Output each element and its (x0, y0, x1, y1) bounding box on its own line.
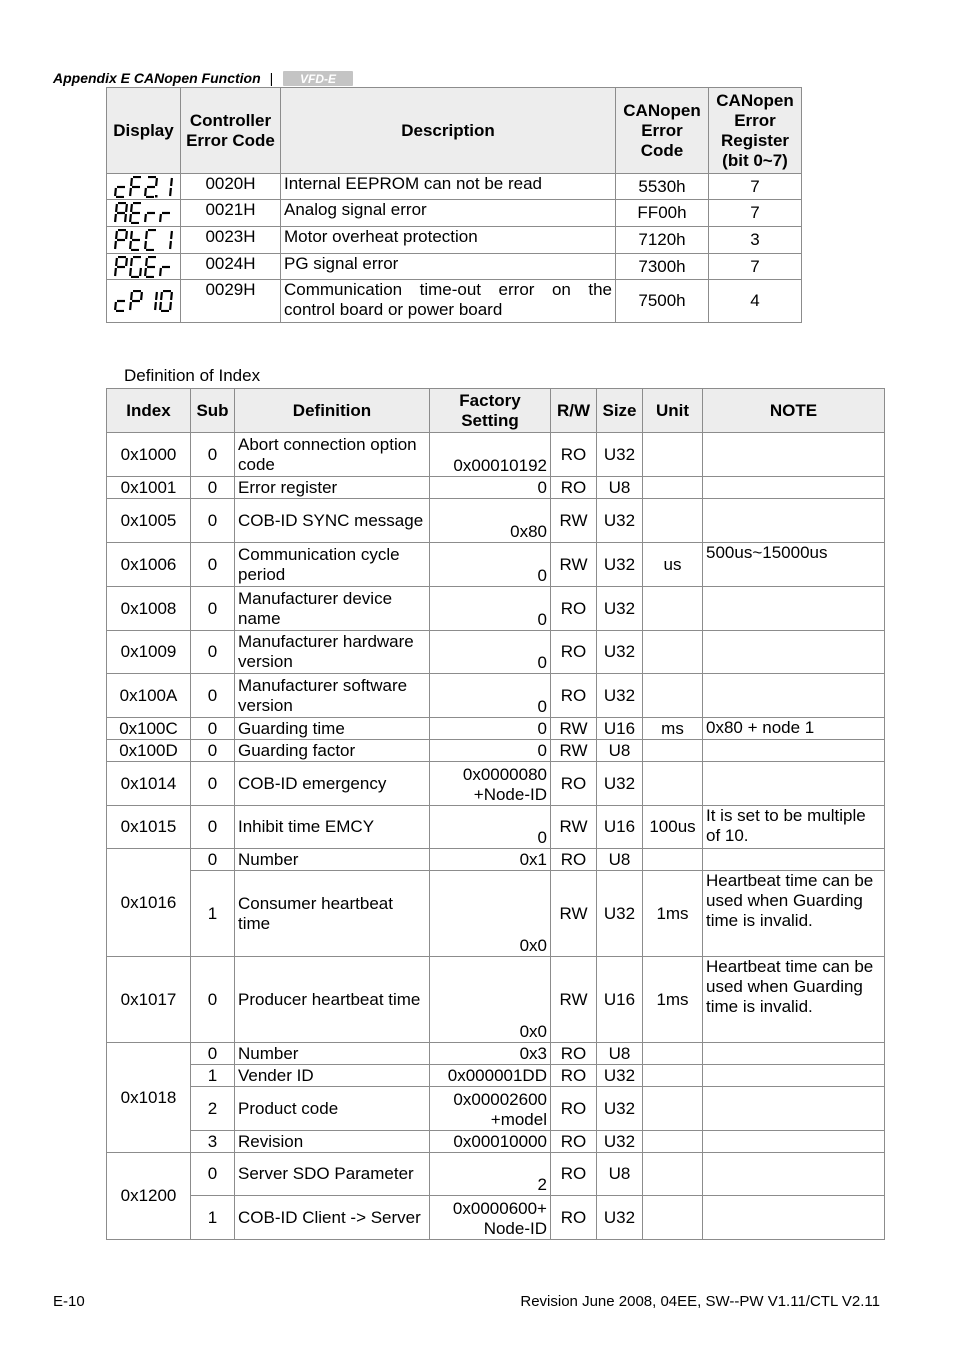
note: 500us~15000us (703, 543, 885, 587)
definition: Guarding factor (235, 740, 430, 762)
access-rw: RW (551, 871, 597, 957)
access-rw: RO (551, 849, 597, 871)
note (703, 849, 885, 871)
data-size: U8 (597, 477, 643, 499)
unit: 1ms (643, 871, 703, 957)
data-size: U32 (597, 587, 643, 631)
display-segment (131, 231, 132, 239)
index-row (107, 499, 885, 543)
sub-index: 1 (191, 1196, 235, 1240)
definition: Consumer heartbeat time (235, 871, 430, 957)
index-caption: Definition of Index (124, 366, 261, 385)
header-controller-error-code: Controller Error Code (181, 88, 281, 174)
display-segment (116, 231, 117, 239)
access-rw: RW (551, 718, 597, 740)
data-size: U32 (597, 674, 643, 718)
factory-setting: 0 (430, 477, 551, 499)
display-segment (140, 268, 141, 276)
display-segment (170, 241, 171, 249)
access-rw: RO (551, 1131, 597, 1153)
canopen-error-register: 4 (709, 280, 802, 323)
header-rw: R/W (551, 389, 597, 433)
access-rw: RW (551, 543, 597, 587)
unit (643, 1196, 703, 1240)
index-value: 0x100D (107, 740, 191, 762)
index-row (107, 871, 885, 957)
access-rw: RO (551, 674, 597, 718)
display-segment (115, 241, 116, 249)
header-separator: | (269, 70, 274, 86)
index-row (107, 1043, 885, 1065)
unit: us (643, 543, 703, 587)
index-value: 0x1009 (107, 631, 191, 674)
sub-index: 0 (191, 762, 235, 806)
unit (643, 631, 703, 674)
display-segment (146, 258, 147, 266)
factory-setting: 0 (430, 674, 551, 718)
index-row (107, 762, 885, 806)
header-size: Size (597, 389, 643, 433)
header-canopen-error-code: CANopen Error Code (616, 88, 709, 174)
display-segment (130, 268, 131, 276)
note: Heartbeat time can be used when Guarding time is invalid. (703, 957, 885, 1043)
index-row (107, 433, 885, 477)
definition: Guarding time (235, 718, 430, 740)
sub-index: 0 (191, 957, 235, 1043)
sub-index: 0 (191, 499, 235, 543)
display-dot (155, 195, 158, 198)
index-value: 0x1015 (107, 806, 191, 849)
unit (643, 762, 703, 806)
display-segment (145, 188, 146, 196)
display-segment (161, 292, 162, 300)
error-description: PG signal error (281, 254, 616, 280)
display-segment (131, 292, 132, 300)
factory-setting: 0x0000080 +Node-ID (430, 762, 551, 806)
data-size: U16 (597, 718, 643, 740)
data-size: U32 (597, 1131, 643, 1153)
factory-setting: 0x000001DD (430, 1065, 551, 1087)
definition: Inhibit time EMCY (235, 806, 430, 849)
index-row (107, 1131, 885, 1153)
sub-index: 0 (191, 477, 235, 499)
note (703, 477, 885, 499)
unit: 1ms (643, 957, 703, 1043)
data-size: U8 (597, 1043, 643, 1065)
index-row (107, 674, 885, 718)
data-size: U16 (597, 806, 643, 849)
sub-index: 0 (191, 543, 235, 587)
data-size: U32 (597, 762, 643, 806)
display-segment (130, 214, 131, 222)
display-segment (131, 204, 132, 212)
data-size: U32 (597, 1196, 643, 1240)
index-value: 0x1018 (107, 1043, 191, 1153)
sub-index: 0 (191, 1043, 235, 1065)
note (703, 1043, 885, 1065)
unit: ms (643, 718, 703, 740)
display-segment (171, 231, 172, 239)
index-row (107, 1196, 885, 1240)
display-segment (145, 268, 146, 276)
data-size: U8 (597, 849, 643, 871)
index-value: 0x1200 (107, 1153, 191, 1240)
access-rw: RO (551, 1153, 597, 1196)
index-row (107, 543, 885, 587)
display-segment (171, 178, 172, 186)
controller-error-code: 0021H (181, 200, 281, 227)
display-segment (160, 302, 161, 310)
index-value: 0x1017 (107, 957, 191, 1043)
display-segment (145, 214, 146, 222)
definition: COB-ID Client -> Server (235, 1196, 430, 1240)
index-row (107, 957, 885, 1043)
unit (643, 433, 703, 477)
factory-setting: 0x3 (430, 1043, 551, 1065)
unit (643, 587, 703, 631)
definition: Communication cycle period (235, 543, 430, 587)
unit (643, 477, 703, 499)
sub-index: 0 (191, 1153, 235, 1196)
sub-index: 0 (191, 806, 235, 849)
sub-index: 2 (191, 1087, 235, 1131)
error-row (107, 174, 802, 200)
definition: Manufacturer software version (235, 674, 430, 718)
canopen-error-register: 7 (709, 200, 802, 227)
error-description: Internal EEPROM can not be read (281, 174, 616, 200)
canopen-error-register: 7 (709, 174, 802, 200)
header-index: Index (107, 389, 191, 433)
display-code (107, 254, 181, 280)
factory-setting: 0x00010192 (430, 433, 551, 477)
unit (643, 1043, 703, 1065)
factory-setting: 0 (430, 543, 551, 587)
data-size: U8 (597, 1153, 643, 1196)
access-rw: RW (551, 499, 597, 543)
data-size: U32 (597, 1087, 643, 1131)
note (703, 587, 885, 631)
access-rw: RW (551, 957, 597, 1043)
unit (643, 740, 703, 762)
definition: Server SDO Parameter (235, 1153, 430, 1196)
display-segment (141, 292, 142, 300)
sub-index: 0 (191, 587, 235, 631)
index-row (107, 718, 885, 740)
factory-setting: 0x0000600+ Node-ID (430, 1196, 551, 1240)
error-description: Analog signal error (281, 200, 616, 227)
sub-index: 0 (191, 674, 235, 718)
data-size: U32 (597, 543, 643, 587)
index-definition-table (106, 388, 885, 1240)
display-segment (126, 258, 127, 266)
unit (643, 1153, 703, 1196)
error-description: Motor overheat protection (281, 227, 616, 254)
vfd-e-logo (283, 71, 353, 86)
factory-setting: 0 (430, 740, 551, 762)
header-factory-setting: Factory Setting (430, 389, 551, 433)
index-value: 0x1005 (107, 499, 191, 543)
access-rw: RO (551, 762, 597, 806)
display-segment (160, 268, 161, 276)
display-code (107, 227, 181, 254)
unit (643, 849, 703, 871)
definition: Product code (235, 1087, 430, 1131)
index-value: 0x1016 (107, 849, 191, 957)
sub-index: 0 (191, 631, 235, 674)
factory-setting: 0x80 (430, 499, 551, 543)
access-rw: RO (551, 1196, 597, 1240)
page-header (53, 68, 353, 88)
display-segment (116, 258, 117, 266)
display-segment (170, 302, 171, 310)
index-row (107, 587, 885, 631)
display-segment (115, 188, 116, 196)
note: It is set to be multiple of 10. (703, 806, 885, 849)
note (703, 1196, 885, 1240)
display-segment (130, 241, 131, 249)
display-segment (171, 292, 172, 300)
note (703, 499, 885, 543)
definition: Number (235, 1043, 430, 1065)
access-rw: RO (551, 587, 597, 631)
controller-error-code: 0029H (181, 280, 281, 323)
page-number: E-10 (53, 1293, 85, 1310)
error-row (107, 280, 802, 323)
canopen-error-code: 7120h (616, 227, 709, 254)
unit (643, 499, 703, 543)
note (703, 631, 885, 674)
index-row (107, 1065, 885, 1087)
definition: Manufacturer hardware version (235, 631, 430, 674)
index-value: 0x1000 (107, 433, 191, 477)
header-sub: Sub (191, 389, 235, 433)
display-segment (125, 214, 126, 222)
display-segment (156, 292, 157, 300)
unit (643, 1065, 703, 1087)
sub-index: 0 (191, 433, 235, 477)
display-segment (170, 188, 171, 196)
index-row (107, 849, 885, 871)
note: Heartbeat time can be used when Guarding time is invalid. (703, 871, 885, 957)
access-rw: RO (551, 631, 597, 674)
index-row (107, 477, 885, 499)
display-segment (115, 214, 116, 222)
display-segment (126, 204, 127, 212)
sub-index: 0 (191, 740, 235, 762)
note (703, 1087, 885, 1131)
sub-index: 1 (191, 871, 235, 957)
access-rw: RO (551, 433, 597, 477)
controller-error-code: 0020H (181, 174, 281, 200)
sub-index: 3 (191, 1131, 235, 1153)
access-rw: RO (551, 1065, 597, 1087)
index-value: 0x1006 (107, 543, 191, 587)
definition: Error register (235, 477, 430, 499)
factory-setting: 0x00002600 +model (430, 1087, 551, 1131)
index-value: 0x1008 (107, 587, 191, 631)
note (703, 674, 885, 718)
controller-error-code: 0024H (181, 254, 281, 280)
definition: Abort connection option code (235, 433, 430, 477)
factory-setting: 0x00010000 (430, 1131, 551, 1153)
display-segment (160, 214, 161, 222)
unit (643, 1087, 703, 1131)
access-rw: RO (551, 1087, 597, 1131)
header-display: Display (107, 88, 181, 174)
display-code (107, 200, 181, 227)
logo-text: VFD-E (300, 71, 337, 86)
note (703, 1131, 885, 1153)
definition: COB-ID SYNC message (235, 499, 430, 543)
header-description: Description (281, 88, 616, 174)
data-size: U32 (597, 631, 643, 674)
index-value: 0x100A (107, 674, 191, 718)
access-rw: RW (551, 740, 597, 762)
display-segment (130, 302, 131, 310)
index-row (107, 1087, 885, 1131)
canopen-error-code: 7300h (616, 254, 709, 280)
canopen-error-register: 3 (709, 227, 802, 254)
index-row (107, 806, 885, 849)
error-row (107, 227, 802, 254)
note (703, 433, 885, 477)
display-code (107, 174, 181, 200)
factory-setting: 0 (430, 806, 551, 849)
index-row (107, 1153, 885, 1196)
canopen-error-register: 7 (709, 254, 802, 280)
factory-setting: 0 (430, 587, 551, 631)
definition: Revision (235, 1131, 430, 1153)
display-segment (115, 268, 116, 276)
data-size: U32 (597, 1065, 643, 1087)
factory-setting: 0x0 (430, 871, 551, 957)
display-segment (145, 241, 146, 249)
index-row (107, 631, 885, 674)
data-size: U32 (597, 499, 643, 543)
sub-index: 1 (191, 1065, 235, 1087)
canopen-error-code: 7500h (616, 280, 709, 323)
factory-setting: 0 (430, 631, 551, 674)
sub-index: 0 (191, 849, 235, 871)
data-size: U8 (597, 740, 643, 762)
unit: 100us (643, 806, 703, 849)
factory-setting: 0 (430, 718, 551, 740)
display-code (107, 280, 181, 323)
error-code-table (106, 87, 802, 323)
index-value: 0x1014 (107, 762, 191, 806)
unit (643, 674, 703, 718)
header-title: Appendix E CANopen Function (53, 70, 261, 86)
data-size: U16 (597, 957, 643, 1043)
display-segment (131, 258, 132, 266)
definition: Vender ID (235, 1065, 430, 1087)
data-size: U32 (597, 871, 643, 957)
canopen-error-code: 5530h (616, 174, 709, 200)
header-definition: Definition (235, 389, 430, 433)
note: 0x80 + node 1 (703, 718, 885, 740)
display-segment (131, 178, 132, 186)
canopen-error-code: FF00h (616, 200, 709, 227)
display-segment (156, 178, 157, 186)
data-size: U32 (597, 433, 643, 477)
index-value: 0x100C (107, 718, 191, 740)
header-canopen-error-register: CANopen Error Register (bit 0~7) (709, 88, 802, 174)
error-row (107, 200, 802, 227)
definition: Producer heartbeat time (235, 957, 430, 1043)
factory-setting: 0x1 (430, 849, 551, 871)
header-note: NOTE (703, 389, 885, 433)
access-rw: RO (551, 1043, 597, 1065)
definition: Number (235, 849, 430, 871)
sub-index: 0 (191, 718, 235, 740)
display-segment (116, 204, 117, 212)
header-unit: Unit (643, 389, 703, 433)
error-row (107, 254, 802, 280)
display-segment (155, 302, 156, 310)
index-value: 0x1001 (107, 477, 191, 499)
access-rw: RW (551, 806, 597, 849)
note (703, 1065, 885, 1087)
note (703, 762, 885, 806)
definition: COB-ID emergency (235, 762, 430, 806)
unit (643, 1131, 703, 1153)
display-segment (126, 231, 127, 239)
error-description: Communication time-out error on the control board or power board (281, 280, 616, 323)
access-rw: RO (551, 477, 597, 499)
display-segment (130, 188, 131, 196)
controller-error-code: 0023H (181, 227, 281, 254)
definition: Manufacturer device name (235, 587, 430, 631)
factory-setting: 2 (430, 1153, 551, 1196)
note (703, 740, 885, 762)
note (703, 1153, 885, 1196)
display-segment (115, 302, 116, 310)
display-segment (146, 231, 147, 239)
revision-text: Revision June 2008, 04EE, SW--PW V1.11/CTL V2.11 (520, 1293, 880, 1310)
index-row (107, 740, 885, 762)
factory-setting: 0x0 (430, 957, 551, 1043)
